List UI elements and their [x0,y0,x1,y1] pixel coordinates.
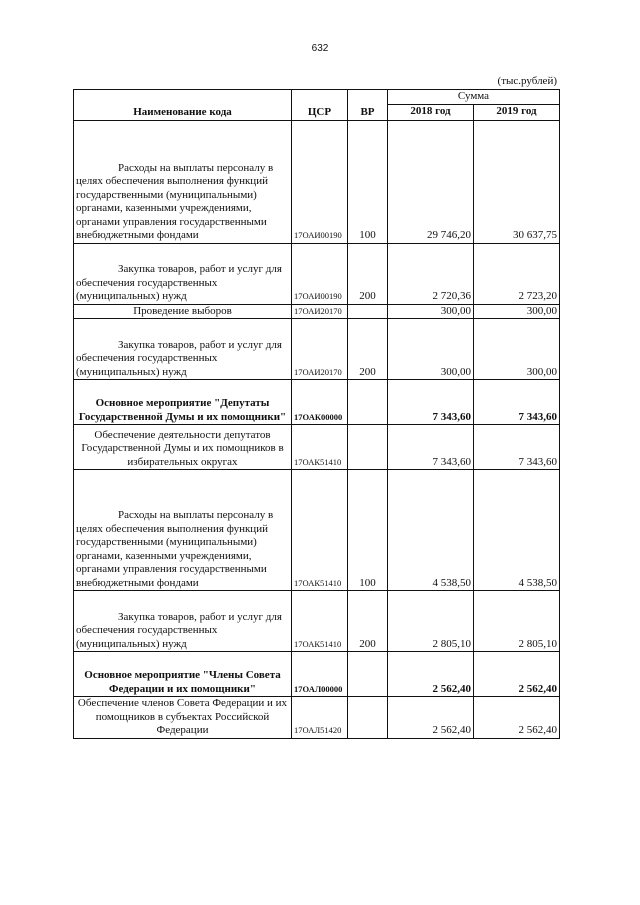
row-vr: 100 [348,470,388,591]
row-sum-2018: 7 343,60 [388,425,474,470]
row-name: Проведение выборов [74,304,292,319]
row-sum-2019: 7 343,60 [474,380,560,425]
row-sum-2018: 4 538,50 [388,470,474,591]
row-name: Закупка товаров, работ и услуг для обеспечения государственных (муниципальных) нужд [74,319,292,380]
header-row [74,90,560,105]
row-name: Расходы на выплаты персоналу в целях обеспечения выполнения функций государственными (муниципальными) органами, казенными учреждениями, органами управления государственными внебюджетными фондами [74,470,292,591]
row-vr: 200 [348,319,388,380]
row-sum-2018: 2 805,10 [388,591,474,652]
row-csr: 17ОАК51410 [292,425,348,470]
row-sum-2018: 2 562,40 [388,652,474,697]
row-sum-2018: 2 562,40 [388,697,474,739]
header-sum: Сумма [388,90,560,105]
row-sum-2019: 2 805,10 [474,591,560,652]
row-sum-2018: 300,00 [388,319,474,380]
row-name: Основное мероприятие "Члены Совета Федерации и их помощники" [74,652,292,697]
table-row-section [74,380,560,425]
units-label: (тыс.рублей) [497,75,557,87]
row-vr [348,425,388,470]
table-row [74,120,560,243]
row-vr [348,304,388,319]
row-name: Обеспечение деятельности депутатов Государственной Думы и их помощников в избирательных округах [74,425,292,470]
table-row [74,425,560,470]
table-row [74,243,560,304]
row-sum-2019: 300,00 [474,319,560,380]
row-sum-2018: 300,00 [388,304,474,319]
budget-table [73,89,560,739]
header-vr: ВР [348,90,388,121]
row-csr: 17ОАК51410 [292,591,348,652]
row-vr [348,380,388,425]
row-sum-2019: 2 562,40 [474,652,560,697]
row-csr: 17ОАИ20170 [292,319,348,380]
row-csr: 17ОАИ00190 [292,120,348,243]
row-vr: 100 [348,120,388,243]
row-sum-2019: 2 562,40 [474,697,560,739]
table-row [74,304,560,319]
header-year-2018: 2018 год [388,104,474,120]
row-sum-2019: 300,00 [474,304,560,319]
row-name: Обеспечение членов Совета Федерации и их помощников в субъектах Российской Федерации [74,697,292,739]
table-row [74,697,560,739]
row-sum-2019: 7 343,60 [474,425,560,470]
row-name: Закупка товаров, работ и услуг для обеспечения государственных (муниципальных) нужд [74,243,292,304]
row-vr: 200 [348,591,388,652]
row-csr: 17ОАК00000 [292,380,348,425]
row-sum-2018: 2 720,36 [388,243,474,304]
row-csr: 17ОАК51410 [292,470,348,591]
table-row [74,319,560,380]
table-row [74,470,560,591]
row-csr: 17ОАЛ51420 [292,697,348,739]
row-sum-2019: 4 538,50 [474,470,560,591]
page-number: 632 [311,43,329,54]
row-vr [348,697,388,739]
row-vr: 200 [348,243,388,304]
table-row [74,591,560,652]
row-csr: 17ОАИ20170 [292,304,348,319]
row-vr [348,652,388,697]
table-row-section [74,652,560,697]
row-sum-2018: 29 746,20 [388,120,474,243]
row-name: Закупка товаров, работ и услуг для обеспечения государственных (муниципальных) нужд [74,591,292,652]
row-sum-2019: 30 637,75 [474,120,560,243]
header-name: Наименование кода [74,90,292,121]
row-sum-2018: 7 343,60 [388,380,474,425]
row-csr: 17ОАИ00190 [292,243,348,304]
row-sum-2019: 2 723,20 [474,243,560,304]
header-csr: ЦСР [292,90,348,121]
header-year-2019: 2019 год [474,104,560,120]
row-csr: 17ОАЛ00000 [292,652,348,697]
row-name: Расходы на выплаты персоналу в целях обеспечения выполнения функций государственными (муниципальными) органами, казенными учреждениями, органами управления государственными внебюджетными фондами [74,120,292,243]
row-name: Основное мероприятие "Депутаты Государственной Думы и их помощники" [74,380,292,425]
